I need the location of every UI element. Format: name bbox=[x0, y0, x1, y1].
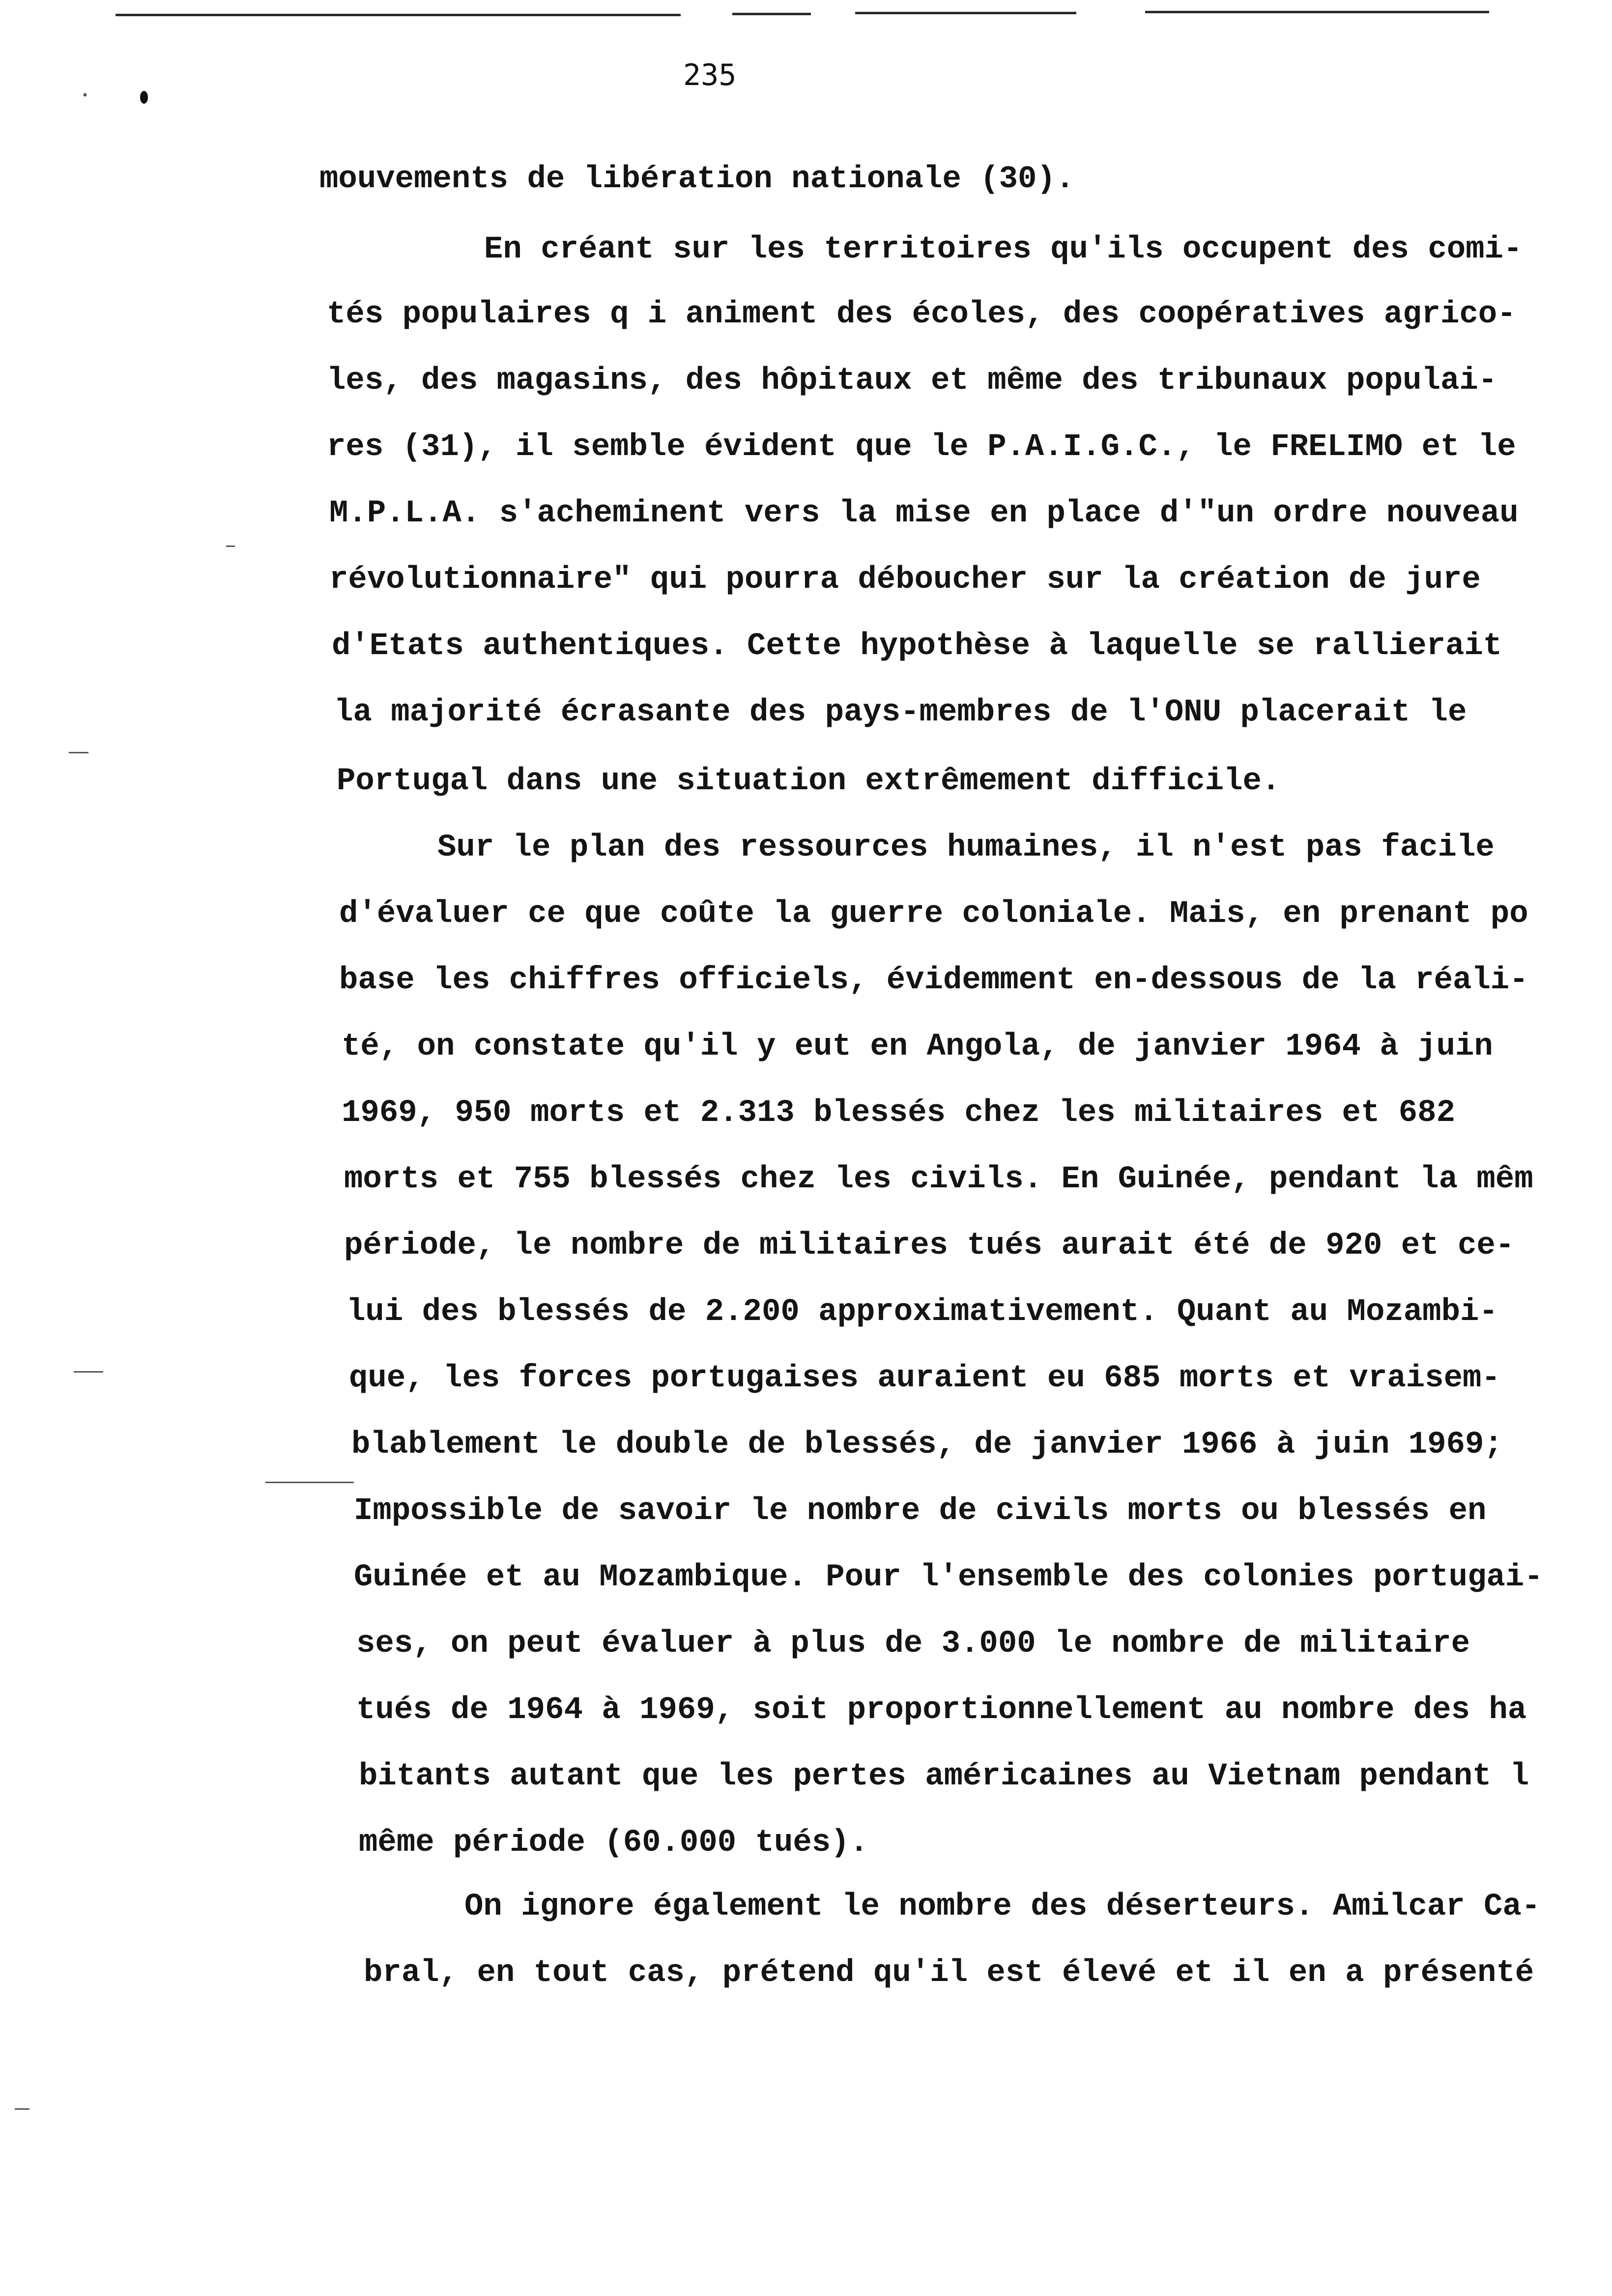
text-line: morts et 755 blessés chez les civils. En Guinée, pendant la mêm bbox=[344, 1162, 1533, 1197]
text-line: 1969, 950 morts et 2.313 blessés chez les militaires et 682 bbox=[342, 1095, 1455, 1131]
page-number: 235 bbox=[683, 58, 737, 92]
text-line: la majorité écrasante des pays-membres de l'ONU placerait le bbox=[334, 695, 1467, 730]
text-line: que, les forces portugaises auraient eu 685 morts et vraisem- bbox=[349, 1361, 1500, 1396]
top-rule bbox=[732, 13, 811, 15]
text-line: En créant sur les territoires qu'ils occupent des comi- bbox=[484, 232, 1523, 267]
text-line: blablement le double de blessés, de janvier 1966 à juin 1969; bbox=[351, 1427, 1503, 1463]
text-line: ses, on peut évaluer à plus de 3.000 le nombre de militaire bbox=[356, 1626, 1470, 1662]
text-line: base les chiffres officiels, évidemment en-dessous de la réali- bbox=[339, 963, 1528, 998]
text-line: mouvements de libération nationale (30). bbox=[319, 162, 1075, 197]
text-line: té, on constate qu'il y eut en Angola, de janvier 1964 à juin bbox=[342, 1029, 1493, 1064]
text-line: bral, en tout cas, prétend qu'il est élevé et il en a présenté bbox=[364, 1955, 1534, 1991]
top-rule bbox=[115, 14, 681, 16]
scan-speck bbox=[140, 91, 148, 104]
text-line: les, des magasins, des hôpitaux et même des tribunaux populai- bbox=[327, 363, 1497, 399]
text-line: d'évaluer ce que coûte la guerre coloniale. Mais, en prenant po bbox=[339, 896, 1528, 932]
text-line: tués de 1964 à 1969, soit proportionnellement au nombre des ha bbox=[356, 1693, 1527, 1728]
text-line: période, le nombre de militaires tués aurait été de 920 et ce- bbox=[344, 1228, 1515, 1263]
scan-speck bbox=[84, 93, 86, 96]
text-line: bitants autant que les pertes américaines au Vietnam pendant l bbox=[359, 1759, 1529, 1794]
text-line: même période (60.000 tués). bbox=[359, 1825, 868, 1861]
scan-mark bbox=[226, 545, 235, 547]
scan-mark bbox=[15, 2108, 29, 2110]
text-line: On ignore également le nombre des déserteurs. Amilcar Ca- bbox=[464, 1889, 1541, 1924]
text-line: Impossible de savoir le nombre de civils morts ou blessés en bbox=[354, 1493, 1487, 1529]
text-line: Guinée et au Mozambique. Pour l'ensemble des colonies portugai- bbox=[354, 1560, 1543, 1595]
top-rule bbox=[1145, 11, 1489, 13]
scan-mark bbox=[265, 1482, 354, 1483]
text-line: tés populaires q i animent des écoles, des coopératives agrico- bbox=[327, 297, 1516, 332]
text-line: Portugal dans une situation extrêmement difficile. bbox=[337, 764, 1281, 799]
top-rule bbox=[855, 12, 1076, 14]
scan-mark bbox=[69, 752, 88, 753]
text-line: M.P.L.A. s'acheminent vers la mise en place d'"un ordre nouveau bbox=[329, 496, 1519, 531]
text-line: d'Etats authentiques. Cette hypothèse à laquelle se rallierait bbox=[332, 629, 1502, 664]
scan-mark bbox=[74, 1371, 103, 1373]
text-line: Sur le plan des ressources humaines, il n'est pas facile bbox=[437, 830, 1495, 865]
text-line: révolutionnaire" qui pourra déboucher sur la création de jure bbox=[329, 562, 1481, 598]
text-line: lui des blessés de 2.200 approximativement. Quant au Mozambi- bbox=[346, 1294, 1498, 1330]
text-line: res (31), il semble évident que le P.A.I.G.C., le FRELIMO et le bbox=[327, 430, 1516, 465]
